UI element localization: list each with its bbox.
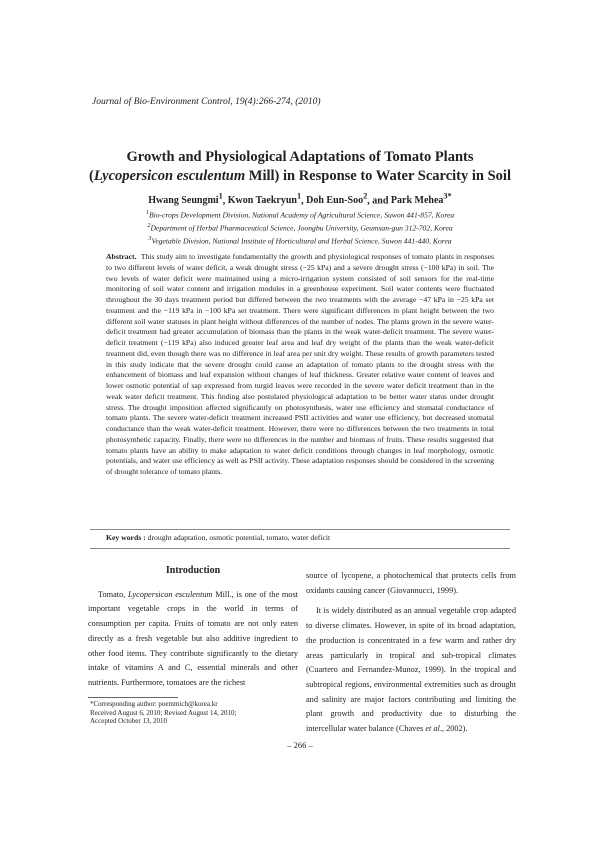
page-number: – 266 – (287, 740, 313, 750)
footnote (90, 700, 236, 726)
accepted-date: Accepted October 13, 2010 (90, 717, 167, 726)
body-paragraph: Tomato, Lycopersicon esculentum Mill., is one of the most important vegetable crops in the world in terms of consumption per capita. Fruits of tomato are not only eaten directly as a fresh vegetable but also additive ingredient to other food items. They contribute significantly to the dietary intake of vitamins A and C, essential minerals and other nutrients. Furthermore, tomatoes are the richest (88, 589, 298, 687)
body-column-left (88, 561, 298, 691)
body-paragraph: source of lycopene, a photochemical that protects cells from oxidants causing cancer (Giovannucci, 1999). (306, 571, 516, 595)
title-line-1: Growth and Physiological Adaptations of Tomato Plants (126, 149, 474, 165)
body-paragraph: It is widely distributed as an annual vegetable crop adapted to diverse climates. However, in spite of its broad adaptation, the production is concentrated in a few warm and rather dry areas particularly in tropical and sub-tropical climates (Cuartero and Fernandez-Munoz, 1999). In the tropical and subtropical regions, environmental extremities such as drought and salinity are major factors contributing and limiting the plant growth and productivity due to disturbing the intercellular water balance (Chaves et al., 2002). (306, 606, 516, 734)
journal-citation: Journal of Bio-Environment Control, 19(4):266-274, (2010) (92, 97, 321, 107)
title-line-2: (Lycopersicon esculentum Mill) in Response to Water Scarcity in Soil (89, 168, 511, 184)
footnote-rule (88, 697, 178, 698)
keywords (106, 533, 494, 542)
author: Kwon Taekryun$^1$ (227, 192, 302, 207)
author: Park Mehea$^{3*}$ (390, 192, 452, 207)
body-column-right (306, 569, 516, 737)
affiliation: $^3$Vegetable Division, National Institute of Horticultural and Herbal Science, Suwon 441-440, Korea (148, 235, 452, 246)
abstract (106, 252, 494, 478)
author: Doh Eun-Soo$^2$ (306, 192, 368, 207)
keywords-text: drought adaptation, osmotic potential, tomato, water deficit (147, 533, 331, 542)
author: Hwang Seungmi$^1$ (148, 192, 223, 207)
affiliation: $^2$Department of Herbal Pharmaceutical Science, Joongbu University, Geumsan-gun 312-702, Korea (147, 222, 453, 233)
affiliations (60, 208, 540, 247)
section-heading-introduction: Introduction (165, 565, 221, 576)
keywords-rule-top (90, 529, 510, 530)
author-list: Hwang Seungmi$^1$, Kwon Taekryun$^1$, Doh Eun-Soo$^2$, and Park Mehea$^{3*}$ (148, 192, 452, 207)
abstract-label: Abstract. (106, 252, 137, 261)
species-name: Lycopersicon esculentum (93, 168, 246, 184)
keywords-label: Key words : (106, 533, 146, 542)
affiliation: $^1$Bio-crops Development Division, National Academy of Agricultural Science, Suwon 441-857, Korea (145, 209, 455, 220)
corresponding-author: *Corresponding author: poemmich@korea.kr (90, 700, 218, 708)
abstract-text: This study aim to investigate fundamentally the growth and physiological responses of tomato plants in responses to two different levels of water deficit, a weak drought stress (−25 kPa) and a severe drought stress (−100 kPa) in soil. The two levels of water deficit were maintained using a micro-irrigation system consisted of soil sensors for the real-time monitoring of soil water content and irrigation modules in a greenhouse experiment. Soil water contents were fluctuated throughout the 30 days treatment period but differed between the two treatments with the average −47 kPa in −25 kPa set treatment and the −119 kPa in −100 kPa set treatment. There were significant differences in plant height between the two different soil water statuses in plant height without differences of the number of nodes. The plants grown in the severe water-deficit treatment had greater accumulation of biomass than the plants in the weak water-deficit treatment. The severe water-deficit treatment (−119 kPa) also induced greater leaf area and leaf dry weight of the plants than the weak water-deficit treatment did, even though there was no difference in leaf area per unit dry weight. These results of growth parameters tested in this study indicate that the severe drought could cause an adaptation of tomato plants to the drought stress with the enhancement of biomass and leaf expansion without changes of leaf thickness. Greater relative water content of leaves and lower osmotic potential of sap expressed from turgid leaves were recorded in the severe water deficit treatment than in the weak water deficit treatment. This finding also postulated physiological adaptation to be better water status under drought stress. The drought imposition affected significantly on photosynthesis, water use efficiency and stomatal conductance of tomato plants. The severe water-deficit treatment increased PSII activities and water use efficiency, but decreased stomatal conductance than the weak water-deficit treatment. However, there were no differences between the two treatments in total photosynthetic capacity. Finally, there were no differences in the number and biomass of fruits. These results suggested that tomato plants have an ability to make adaptation to water deficit conditions through changes in leaf morphology, osmotic potentials, and water use efficiency as well as PSII activity. These adaptation responses should be considered in the screening of drought tolerance of tomato plants. (106, 252, 495, 476)
keywords-rule-bottom (90, 548, 510, 549)
paper-title (60, 148, 540, 186)
received-date: Received August 6, 2010; Revised August 14, 2010; (90, 708, 237, 717)
